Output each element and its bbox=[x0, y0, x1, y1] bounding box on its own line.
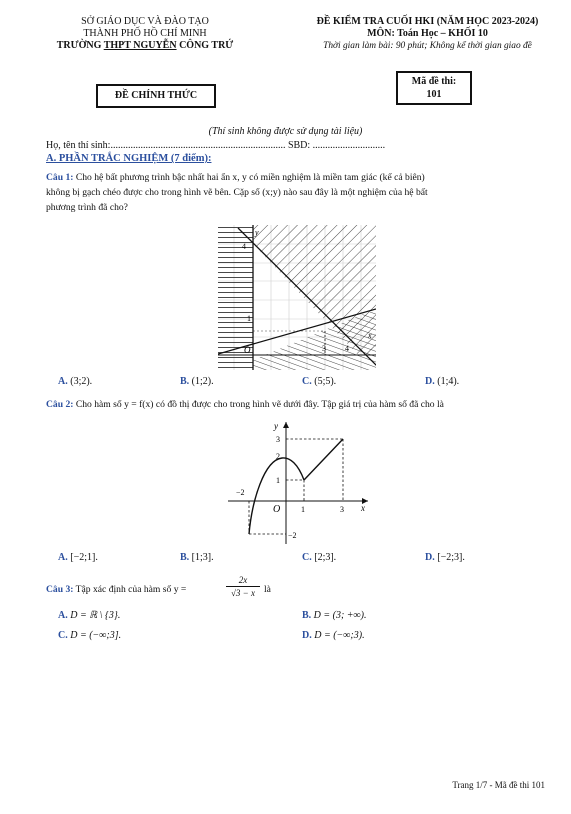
exam-code-label: Mã đề thi: bbox=[411, 76, 457, 87]
q2-option-b-letter: B. bbox=[180, 552, 190, 563]
q2-option-b-value: [1;3]. bbox=[191, 552, 214, 563]
graph2-tick-x3: 3 bbox=[340, 505, 344, 514]
q2-option-b[interactable] bbox=[180, 552, 214, 563]
q3-option-a[interactable] bbox=[58, 610, 120, 621]
student-info-line: Họ, tên thí sinh:...................................................................... SBD: ............................. bbox=[46, 140, 386, 151]
exam-code-box bbox=[396, 71, 472, 105]
q3-option-d-value: D = (−∞;3). bbox=[314, 630, 365, 641]
graph1-tick-y1: 1 bbox=[247, 314, 251, 323]
question-3-suffix: là bbox=[264, 584, 271, 595]
q1-option-b[interactable] bbox=[180, 376, 214, 387]
question-1-text-3: phương trình đã cho? bbox=[46, 202, 128, 213]
q3-option-b[interactable] bbox=[302, 610, 367, 621]
q1-option-a-letter: A. bbox=[58, 376, 68, 387]
graph2-origin: O bbox=[273, 504, 281, 515]
q3-option-c[interactable] bbox=[58, 630, 121, 641]
exam-header bbox=[290, 16, 565, 52]
q2-option-c-value: [2;3]. bbox=[314, 552, 337, 563]
official-exam-box: ĐỀ CHÍNH THỨC bbox=[96, 84, 216, 108]
school-name-c: CÔNG TRỨ bbox=[176, 40, 234, 51]
q3-option-d[interactable] bbox=[302, 630, 365, 641]
no-materials-note: (Thí sinh không được sử dụng tài liệu) bbox=[208, 126, 363, 137]
q1-option-a[interactable] bbox=[58, 376, 92, 387]
q1-option-c-value: (5;5). bbox=[314, 376, 337, 387]
q1-option-b-value: (1;2). bbox=[191, 376, 214, 387]
graph1-y-label: y bbox=[255, 228, 259, 237]
q2-option-a-value: [−2;1]. bbox=[70, 552, 98, 563]
exam-title: ĐỀ KIỂM TRA CUỐI HKI (NĂM HỌC 2023-2024) bbox=[316, 16, 539, 27]
graph2-tick-y3: 3 bbox=[276, 435, 280, 444]
exam-code-value: 101 bbox=[426, 89, 442, 100]
q2-option-a-letter: A. bbox=[58, 552, 68, 563]
q1-option-d-letter: D. bbox=[425, 376, 435, 387]
exam-duration: Thời gian làm bài: 90 phút; Không kể thời gian giao đề bbox=[323, 41, 532, 51]
q3-option-b-letter: B. bbox=[302, 610, 312, 621]
q2-option-a[interactable] bbox=[58, 552, 98, 563]
graph1-tick-y4: 4 bbox=[242, 242, 246, 251]
graph2-tick-xm2: −2 bbox=[236, 488, 245, 497]
school-department bbox=[40, 16, 250, 52]
question-3 bbox=[46, 574, 556, 606]
q3-option-c-letter: C. bbox=[58, 630, 68, 641]
graph2-tick-ym2: −2 bbox=[288, 531, 297, 540]
question-1-label: Câu 1: bbox=[46, 172, 74, 183]
question-3-fraction bbox=[226, 574, 260, 599]
question-2-graph bbox=[228, 416, 370, 546]
department-name: SỞ GIÁO DỤC VÀ ĐÀO TẠO bbox=[81, 16, 209, 27]
q3-option-b-value: D = (3; +∞). bbox=[313, 610, 367, 621]
q1-option-c[interactable] bbox=[302, 376, 336, 387]
q1-option-b-letter: B. bbox=[180, 376, 190, 387]
question-3-text: Tập xác định của hàm số y = bbox=[73, 584, 187, 595]
question-2-label: Câu 2: bbox=[46, 399, 74, 410]
question-3-label: Câu 3: bbox=[46, 584, 74, 595]
graph1-x-label: x bbox=[368, 331, 372, 340]
q1-option-c-letter: C. bbox=[302, 376, 312, 387]
q2-option-c[interactable] bbox=[302, 552, 336, 563]
q3-option-c-value: D = (−∞;3]. bbox=[70, 630, 122, 641]
graph1-tick-x4: 4 bbox=[345, 344, 349, 353]
question-2-text: Cho hàm số y = f(x) có đồ thị được cho trong hình vẽ dưới đây. Tập giá trị của hàm số đã cho là bbox=[73, 399, 444, 410]
question-2 bbox=[46, 397, 556, 412]
city-name: THÀNH PHỐ HỒ CHÍ MINH bbox=[83, 28, 207, 39]
q2-option-d[interactable] bbox=[425, 552, 465, 563]
graph2-tick-y1: 1 bbox=[276, 476, 280, 485]
fraction-denominator: √3 − x bbox=[230, 588, 255, 598]
q2-option-d-value: [−2;3]. bbox=[437, 552, 465, 563]
fraction-numerator: 2x bbox=[226, 574, 260, 587]
q3-option-a-letter: A. bbox=[58, 610, 68, 621]
graph2-y-label: y bbox=[274, 421, 278, 431]
question-1 bbox=[46, 170, 551, 215]
school-name-b: THPT NGUYỄN bbox=[103, 40, 177, 51]
graph1-tick-x3: 3 bbox=[322, 344, 326, 353]
exam-subject: MÔN: Toán Học – KHỐI 10 bbox=[367, 28, 488, 39]
graph2-tick-x1: 1 bbox=[301, 505, 305, 514]
q2-option-c-letter: C. bbox=[302, 552, 312, 563]
page-footer: Trang 1/7 - Mã đề thi 101 bbox=[452, 780, 545, 790]
q3-option-d-letter: D. bbox=[302, 630, 312, 641]
graph2-tick-y2: 2 bbox=[276, 452, 280, 461]
q1-option-d[interactable] bbox=[425, 376, 459, 387]
q2-option-d-letter: D. bbox=[425, 552, 435, 563]
question-1-graph bbox=[218, 225, 376, 370]
question-1-text-1: Cho hệ bất phương trình bậc nhất hai ẩn x, y có miền nghiệm là miền tam giác (kể cả biên) bbox=[73, 172, 425, 183]
q3-option-a-value: D = ℝ \ {3}. bbox=[70, 610, 121, 621]
graph1-origin: O bbox=[244, 345, 251, 355]
q1-option-d-value: (1;4). bbox=[437, 376, 460, 387]
school-name bbox=[40, 40, 250, 52]
graph2-x-label: x bbox=[361, 503, 365, 513]
section-a-title: A. PHẦN TRẮC NGHIỆM (7 điểm): bbox=[46, 153, 212, 164]
q1-option-a-value: (3;2). bbox=[70, 376, 93, 387]
school-name-a: TRƯỜNG bbox=[56, 40, 104, 51]
question-1-text-2: không bị gạch chéo được cho trong hình vẽ bên. Cặp số (x;y) nào sau đây là một nghiệm của hệ bất bbox=[46, 187, 428, 198]
